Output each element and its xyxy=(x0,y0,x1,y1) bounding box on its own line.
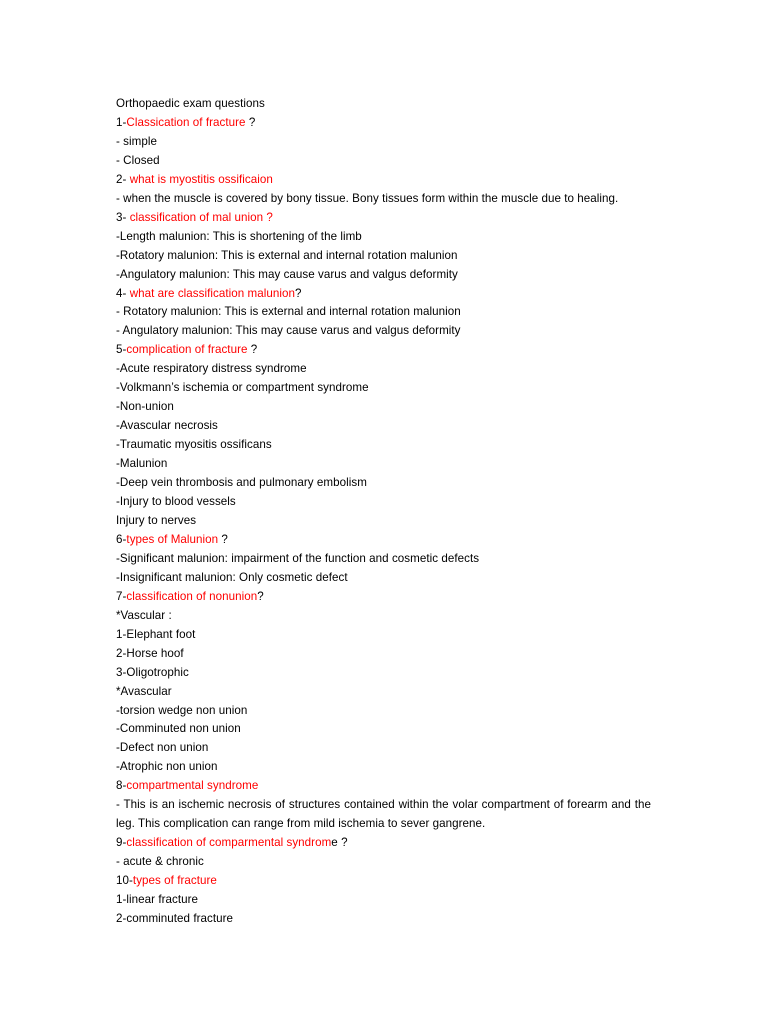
document-line xyxy=(116,436,651,455)
document-line xyxy=(116,588,651,607)
line-text: Injury to nerves xyxy=(116,513,197,527)
document-line xyxy=(116,702,651,721)
line-text: - Rotatory malunion: This is external and internal rotation malunion xyxy=(116,305,461,319)
line-text: 5- xyxy=(116,343,127,357)
question-heading: what are classification malunion xyxy=(129,286,295,300)
document-line xyxy=(116,739,651,758)
document-line xyxy=(116,171,651,190)
document-line xyxy=(116,569,651,588)
document-line xyxy=(116,512,651,531)
line-text: ? xyxy=(218,532,228,546)
line-text: -Significant malunion: impairment of the function and cosmetic defects xyxy=(116,551,480,565)
line-text: -Deep vein thrombosis and pulmonary embolism xyxy=(116,476,367,490)
question-heading: types of Malunion xyxy=(126,532,219,546)
document-line xyxy=(116,607,651,626)
line-text: -Defect non union xyxy=(116,741,209,755)
line-text: ? xyxy=(294,286,302,300)
document-line xyxy=(116,474,651,493)
document-line xyxy=(116,834,651,853)
document-line xyxy=(116,720,651,739)
line-text: -Angulatory malunion: This may cause varus and valgus deformity xyxy=(116,267,458,281)
line-text: -Traumatic myositis ossificans xyxy=(116,438,272,452)
document-line xyxy=(116,266,651,285)
line-text: - simple xyxy=(116,134,157,148)
document-line xyxy=(116,209,651,228)
line-text: 2-Horse hoof xyxy=(116,646,184,660)
line-text: e ? xyxy=(331,836,348,850)
line-text: 1-Elephant foot xyxy=(116,627,196,641)
line-text: - Angulatory malunion: This may cause varus and valgus deformity xyxy=(116,324,461,338)
document-line xyxy=(116,341,651,360)
document-line xyxy=(116,777,651,796)
line-text: 10- xyxy=(116,874,133,888)
line-text: 6- xyxy=(116,532,127,546)
line-text: -Avascular necrosis xyxy=(116,419,218,433)
line-text: *Vascular : xyxy=(116,608,172,622)
document-title: Orthopaedic exam questions xyxy=(116,97,265,110)
line-text: -Non-union xyxy=(116,400,174,414)
document-line xyxy=(116,247,651,266)
document-line xyxy=(116,683,651,702)
document-line xyxy=(116,417,651,436)
question-heading: classification of nonunion xyxy=(126,589,258,603)
document-line xyxy=(116,626,651,645)
document-line xyxy=(116,190,651,209)
line-text: *Avascular xyxy=(116,684,172,698)
document-body xyxy=(116,114,651,929)
line-text: -Rotatory malunion: This is external and internal rotation malunion xyxy=(116,248,458,262)
line-text: ? xyxy=(247,343,258,357)
line-text: - This is an ischemic necrosis of structures contained within the volar compartment of forearm and the leg. This complication can range from mild ischemia to sever gangrene. xyxy=(116,798,651,831)
line-text: -torsion wedge non union xyxy=(116,703,248,717)
question-heading: types of fracture xyxy=(132,874,217,888)
line-text: -Malunion xyxy=(116,457,168,471)
document-line xyxy=(116,133,651,152)
line-text: -Comminuted non union xyxy=(116,722,241,736)
document-line xyxy=(116,531,651,550)
document-line xyxy=(116,398,651,417)
document-line xyxy=(116,550,651,569)
document-line xyxy=(116,910,651,929)
document-line xyxy=(116,758,651,777)
document-line xyxy=(116,379,651,398)
line-text: 2- xyxy=(116,172,130,186)
line-text: 3-Oligotrophic xyxy=(116,665,189,679)
document-line xyxy=(116,285,651,304)
line-text: -Length malunion: This is shortening of the limb xyxy=(116,229,362,243)
question-heading: complication of fracture xyxy=(126,343,248,357)
line-text: - acute & chronic xyxy=(116,855,204,869)
document-line xyxy=(116,228,651,247)
question-heading: compartmental syndrome xyxy=(126,779,259,793)
line-text: 4- xyxy=(116,286,130,300)
document-line xyxy=(116,493,651,512)
line-text: 1-linear fracture xyxy=(116,893,199,907)
line-text: 9- xyxy=(116,836,127,850)
document-line xyxy=(116,853,651,872)
line-text: -Insignificant malunion: Only cosmetic defect xyxy=(116,570,348,584)
question-heading: classification of mal union ? xyxy=(129,210,273,224)
line-text: 3- xyxy=(116,210,130,224)
question-heading: classification of comparmental syndrom xyxy=(126,836,332,850)
line-text: -Injury to blood vessels xyxy=(116,495,236,509)
document-line xyxy=(116,796,651,834)
line-text: - Closed xyxy=(116,153,160,167)
question-heading: Classication of fracture xyxy=(126,115,246,129)
document-line xyxy=(116,303,651,322)
line-text: 7- xyxy=(116,589,127,603)
line-text: - when the muscle is covered by bony tissue. Bony tissues form within the muscle due to healing. xyxy=(116,191,619,205)
line-text: -Volkmann’s ischemia or compartment syndrome xyxy=(116,381,369,395)
document-line xyxy=(116,664,651,683)
line-text: ? xyxy=(257,589,264,603)
line-text: ? xyxy=(245,115,256,129)
line-text: 1- xyxy=(116,115,127,129)
document-line xyxy=(116,152,651,171)
document-line xyxy=(116,872,651,891)
document-line xyxy=(116,360,651,379)
line-text: -Acute respiratory distress syndrome xyxy=(116,362,307,376)
line-text: 8- xyxy=(116,779,127,793)
document-line xyxy=(116,322,651,341)
document-line xyxy=(116,114,651,133)
line-text: -Atrophic non union xyxy=(116,760,218,774)
line-text: 2-comminuted fracture xyxy=(116,911,234,925)
document-line xyxy=(116,455,651,474)
question-heading: what is myostitis ossificaion xyxy=(129,172,273,186)
document-line xyxy=(116,891,651,910)
document-line xyxy=(116,645,651,664)
